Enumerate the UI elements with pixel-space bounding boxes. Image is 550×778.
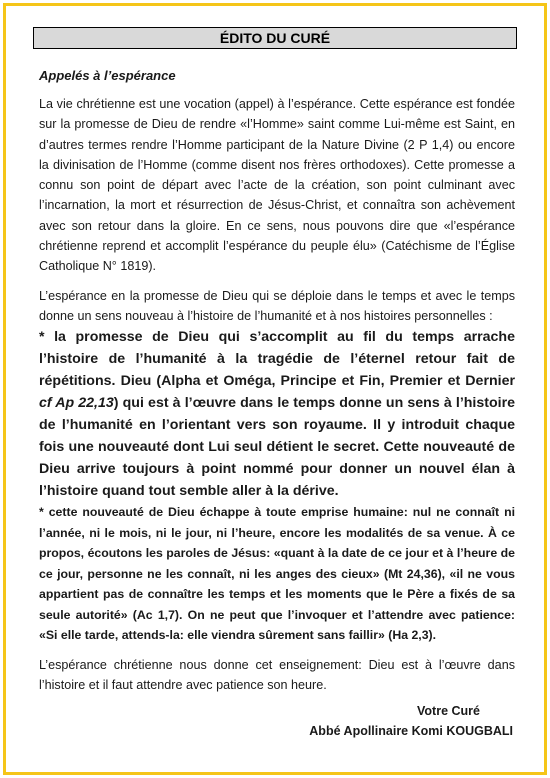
article-subtitle: Appelés à l’espérance bbox=[39, 68, 176, 83]
point-one-text-end: ) qui est à l’œuvre dans le temps donne un sens à l’histoire de l’humanité en l’orientant vers son royaume. Il y introduit chaque fois une nouveauté dont Lui seul détient le secret. Cette nouveauté de Dieu arrive toujours à point nommé pour donner un nouvel élan à l’histoire quand tout semble aller à la dérive. bbox=[39, 395, 515, 500]
point-one-citation: cf Ap 22,13 bbox=[39, 395, 114, 412]
point-one bbox=[39, 326, 515, 502]
signature-name: Abbé Apollinaire Komi KOUGBALI bbox=[309, 724, 513, 739]
paragraph-intro: La vie chrétienne est une vocation (appel) à l’espérance. Cette espérance est fondée sur la promesse de Dieu de rendre «l’Homme» saint comme Lui-même est Saint, en d’autres termes rendre l’Homme participant de la Nature Divine (2 P 1,4) ou encore la divinisation de l’Homme (comme disent nos frères orthodoxes). Cette promesse a connu son point de départ avec l’acte de la création, son point culminant avec l’incarnation, la mort et résurrection de Jésus-Christ, et connaîtra son achèvement avec son retour dans la gloire. En ce sens, nous pouvons dire que «l’espérance chrétienne reprend et accomplit l’espérance du peuple élu» (Catéchisme de l’Église Catholique N° 1819). bbox=[39, 97, 515, 274]
spacer bbox=[39, 277, 515, 286]
paragraph-hope: L’espérance en la promesse de Dieu qui se déploie dans le temps et avec le temps donne un sens nouveau à l’histoire de l’humanité et à nos histoires personnelles : bbox=[39, 288, 515, 323]
point-two: * cette nouveauté de Dieu échappe à toute emprise humaine: nul ne connaît ni l’année, ni le mois, ni le jour, ni l’heure, encore les modalités de sa venue. À ce propos, écoutons les paroles de Jésus: «quant à la date de ce jour et à l’heure de ce jour, personne ne les connaît, ni les anges des cieux» (Mt 24,36), «il ne vous appartient pas de connaître les temps et les moments que le Père a fixés de sa seule autorité» (Ac 1,7). On ne peut que l’invoquer et l’attendre avec patience: «Si elle tarde, attends-la: elle viendra sûrement sans faillir» (Ha 2,3). bbox=[39, 505, 515, 643]
paragraph-conclusion: L’espérance chrétienne nous donne cet enseignement: Dieu est à l’œuvre dans l’histoire et il faut attendre avec patience son heure. bbox=[39, 657, 515, 693]
article-body bbox=[39, 66, 515, 741]
page-title: ÉDITO DU CURÉ bbox=[33, 27, 517, 49]
spacer bbox=[39, 646, 515, 655]
signature bbox=[39, 701, 515, 741]
signature-title: Votre Curé bbox=[417, 704, 480, 719]
point-one-text: * la promesse de Dieu qui s’accomplit au fil du temps arrache l’histoire de l’humanité à la tragédie de l’éternel retour fait de répétitions. Dieu (Alpha et Oméga, Principe et Fin, Premier et Dernier bbox=[39, 329, 515, 390]
